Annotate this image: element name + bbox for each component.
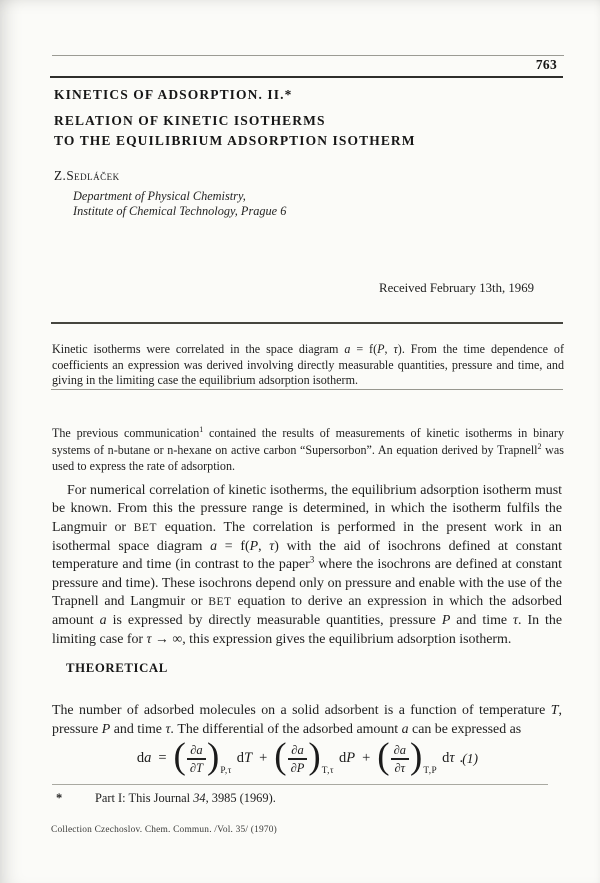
page-number: 763 bbox=[535, 57, 557, 72]
fraction-denominator: ∂P bbox=[290, 760, 305, 775]
equation-lhs: da bbox=[136, 750, 152, 767]
fraction bbox=[391, 743, 409, 774]
theory-paragraph: The number of adsorbed molecules on a solid adsorbent is a function of temperature T, pressure P and time τ. The differential of the adsorbed amount a can be expressed as bbox=[52, 702, 562, 737]
abstract-top-rule bbox=[51, 322, 563, 324]
equation-1 bbox=[60, 737, 540, 781]
intro-paragraph: The previous communication$^1$ contained the results of measurements of kinetic isotherms in binary systems of n-butane or n-hexane on active carbon “Supersorbon”. An equation derived by Trapnell$^2$ was used to express the rate of adsorption. bbox=[52, 425, 564, 473]
differential: dT bbox=[236, 750, 253, 767]
body-paragraph: For numerical correlation of kinetic isotherms, the equilibrium adsorption isotherm must be known. From this the pressure range is determined, in which the isotherm fulfils the Langmuir or BET equation. The correlation is performed in the present work in an isothermal space diagram a = f(P, τ) with the aid of isochrons defined at constant temperature and time (in contrast to the paper$^3$ where the isochrons are defined at constant pressure and time). These isochrons depend only on pressure and enable with the use of the Trapnell and Langmuir or BET equation to derive an expression in which the adsorbed amount a is expressed by directly measurable quantities, pressure P and time τ. In the limiting case for τ → ∞, this expression gives the equilibrium adsorption isotherm. bbox=[52, 482, 562, 647]
paper-subtitle-line-2: TO THE EQUILIBRIUM ADSORPTION ISOTHERM bbox=[54, 133, 416, 148]
affiliation-institute: Institute of Chemical Technology, Prague 6 bbox=[73, 204, 287, 218]
left-paren: ( bbox=[173, 736, 186, 778]
footnote-text: Part I: This Journal 34, 3985 (1969). bbox=[95, 791, 276, 805]
author-name: Z.Sedláček bbox=[54, 168, 120, 183]
footnote-marker: * bbox=[56, 791, 63, 805]
partial-derivative-term-pressure bbox=[274, 736, 356, 778]
differential: dP bbox=[338, 750, 356, 767]
plus-sign: + bbox=[259, 750, 268, 767]
equation-period: . bbox=[459, 750, 464, 767]
top-thick-rule bbox=[50, 76, 563, 78]
fraction bbox=[187, 743, 206, 774]
footnote-rule bbox=[52, 784, 548, 785]
affiliation-department: Department of Physical Chemistry, bbox=[73, 189, 246, 203]
constant-subscript: T,τ bbox=[321, 765, 334, 776]
fraction bbox=[288, 743, 308, 774]
abstract-text: Kinetic isotherms were correlated in the space diagram a = f(P, τ). From the time dependence of coefficients an expression was derived involving directly measurable quantities, pressure and time, and giving in the limiting case the equilibrium adsorption isotherm. bbox=[52, 342, 565, 388]
constant-subscript: P,τ bbox=[220, 765, 232, 776]
equals-sign: = bbox=[158, 750, 167, 767]
fraction-numerator: ∂a bbox=[291, 743, 304, 758]
constant-subscript: T,P bbox=[423, 765, 438, 776]
paper-title: KINETICS OF ADSORPTION. II.* bbox=[54, 87, 293, 102]
partial-derivative-term-time bbox=[377, 736, 455, 778]
fraction-numerator: ∂a bbox=[393, 743, 407, 758]
abstract-bottom-rule bbox=[51, 389, 563, 390]
top-thin-rule bbox=[52, 55, 564, 56]
right-paren: ) bbox=[308, 736, 321, 778]
fraction-numerator: ∂a bbox=[190, 743, 203, 758]
right-paren: ) bbox=[410, 736, 423, 778]
fraction-denominator: ∂T bbox=[189, 760, 204, 775]
equation-body bbox=[136, 736, 464, 778]
fraction-bar bbox=[391, 758, 409, 759]
partial-derivative-term-temperature bbox=[173, 736, 253, 778]
received-date: Received February 13th, 1969 bbox=[379, 281, 534, 295]
paper-subtitle-line-1: RELATION OF KINETIC ISOTHERMS bbox=[54, 113, 326, 128]
section-heading-theoretical: THEORETICAL bbox=[66, 661, 168, 675]
journal-footer: Collection Czechoslov. Chem. Commun. /Vol. 35/ (1970) bbox=[51, 825, 277, 835]
plus-sign: + bbox=[362, 750, 371, 767]
left-paren: ( bbox=[274, 736, 287, 778]
differential: dτ bbox=[442, 750, 455, 767]
fraction-denominator: ∂τ bbox=[394, 760, 406, 775]
right-paren: ) bbox=[207, 736, 220, 778]
fraction-bar bbox=[288, 758, 308, 759]
fraction-bar bbox=[187, 758, 206, 759]
equation-number: (1) bbox=[462, 751, 478, 766]
left-paren: ( bbox=[377, 736, 390, 778]
